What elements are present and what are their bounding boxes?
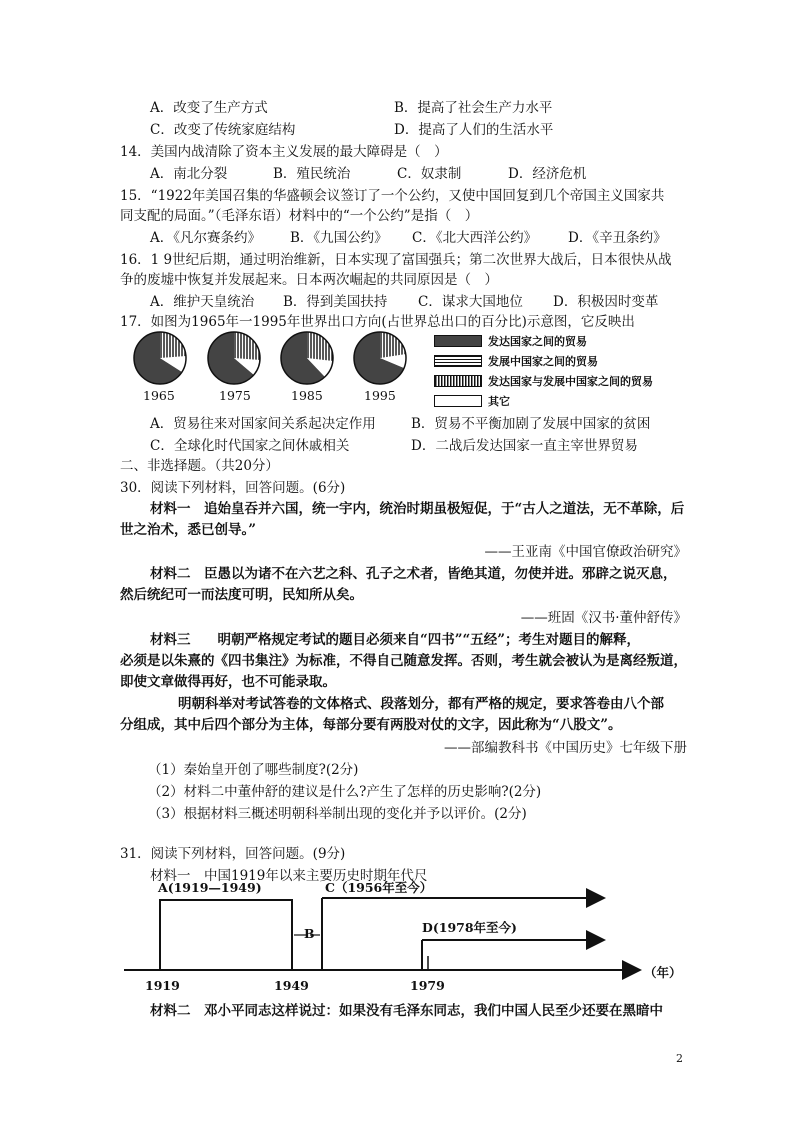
pie-1985 <box>281 332 333 384</box>
q30-material1-line2: 世之治术，悉已创导。” <box>120 522 257 538</box>
legend-item-developing <box>434 353 598 369</box>
legend-swatch <box>434 335 482 347</box>
q30-material3-line4: 明朝科举对考试答卷的文体格式、段落划分，都有严格的规定，要求答卷由八个部 <box>178 696 664 712</box>
timeline-figure <box>120 880 680 990</box>
q30-material3-line5: 分组成，其中后四个部分为主体，每部分要有两股对仗的文字，因此称为“八股文”。 <box>120 717 622 733</box>
q14-option-c: C．奴隶制 <box>397 166 462 182</box>
timeline-label-c: C（1956年至今） <box>325 880 433 895</box>
pie-1975 <box>208 332 260 384</box>
q31-stem: 31．阅读下列材料，回答问题。(9分) <box>120 846 346 862</box>
q16-stem-line1: 16．1 9世纪后期，通过明治维新，日本实现了富国强兵；第二次世界大战后，日本很快从战 <box>120 252 672 268</box>
timeline-label-b: B <box>304 926 315 941</box>
q13-option-b: B．提高了社会生产力水平 <box>394 100 553 116</box>
q13-option-a: A．改变了生产方式 <box>150 100 268 116</box>
timeline-tick-1979: 1979 <box>410 978 445 993</box>
legend-swatch <box>434 375 482 387</box>
page-number: 2 <box>676 1052 683 1065</box>
pie-year-1965: 1965 <box>143 388 175 403</box>
q17-option-a: A．贸易往来对国家间关系起决定作用 <box>150 416 376 432</box>
q17-option-c: C．全球化时代国家之间休戚相关 <box>150 438 350 454</box>
q30-sub1: （1）秦始皇开创了哪些制度?(2分) <box>148 762 359 778</box>
q17-stem: 17．如图为1965年一1995年世界出口方向(占世界总出口的百分比)示意图，它反映出 <box>120 314 635 330</box>
q17-option-d: D．二战后发达国家一直主宰世界贸易 <box>411 438 638 454</box>
q15-option-c: C．《北大西洋公约》 <box>412 230 538 246</box>
timeline-label-a: A(1919—1949) <box>158 880 262 895</box>
q15-stem-line1: 15．“1922年美国召集的华盛顿会议签订了一个公约，又使中国回复到几个帝国主义国家共 <box>120 188 665 204</box>
q16-option-b: B．得到美国扶持 <box>283 294 388 310</box>
q15-option-d: D．《辛丑条约》 <box>568 230 667 246</box>
q30-material3-line1: 材料三 明朝严格规定考试的题目必须来自“四书”“五经”；考生对题目的解释， <box>150 632 641 648</box>
pie-1995 <box>354 332 406 384</box>
q14-option-d: D．经济危机 <box>508 166 587 182</box>
q31-material1: 材料一 中国1919年以来主要历史时期年代尺 <box>150 868 428 884</box>
legend-item-other <box>434 393 510 409</box>
legend-item-between <box>434 373 653 389</box>
q31-material2: 材料二 邓小平同志这样说过：如果没有毛泽东同志，我们中国人民至少还要在黑暗中 <box>150 1003 663 1019</box>
q30-sub3: （3）根据材料三概述明朝科举制出现的变化并予以评价。(2分) <box>148 806 527 822</box>
pie-year-1985: 1985 <box>291 388 323 403</box>
legend-label: 发展中国家之间的贸易 <box>488 355 598 368</box>
q30-material2-line1: 材料二 臣愚以为诸不在六艺之科、孔子之术者，皆绝其道，勿使并进。邪辟之说灭息， <box>150 566 677 582</box>
q15-option-b: B．《九国公约》 <box>290 230 388 246</box>
pie-year-1995: 1995 <box>364 388 396 403</box>
legend-swatch <box>434 395 482 407</box>
timeline-tick-1949: 1949 <box>274 978 309 993</box>
q14-stem: 14．美国内战清除了资本主义发展的最大障碍是（ ） <box>120 144 448 160</box>
legend-label: 发达国家之间的贸易 <box>488 335 587 348</box>
pie-year-1975: 1975 <box>219 388 251 403</box>
q15-stem-line2: 同支配的局面。”（毛泽东语）材料中的“一个公约”是指（ ） <box>120 208 479 224</box>
q16-stem-line2: 争的废墟中恢复并发展起来。日本两次崛起的共同原因是（ ） <box>120 272 498 288</box>
q30-sub2: （2）材料二中董仲舒的建议是什么?产生了怎样的历史影响?(2分) <box>148 784 542 800</box>
q30-material3-line3: 即使文章做得再好，也不可能录取。 <box>120 674 336 690</box>
timeline-unit: （年） <box>644 965 682 980</box>
q16-option-d: D．积极因时变革 <box>553 294 659 310</box>
q30-material1-line1: 材料一 追始皇吞并六国，统一宇内，统治时期虽极短促，于“古人之道法，无不革除，后 <box>150 501 685 517</box>
q13-option-c: C．改变了传统家庭结构 <box>150 122 296 138</box>
q13-option-d: D．提高了人们的生活水平 <box>394 122 554 138</box>
q15-option-a: A．《凡尔赛条约》 <box>150 230 261 246</box>
q17-pie-figure <box>130 330 420 420</box>
timeline-label-d: D(1978年至今) <box>422 920 517 935</box>
q14-option-a: A．南北分裂 <box>150 166 228 182</box>
legend-label: 其它 <box>488 395 510 408</box>
legend-label: 发达国家与发展中国家之间的贸易 <box>488 375 653 388</box>
q17-option-b: B．贸易不平衡加剧了发展中国家的贫困 <box>411 416 651 432</box>
q16-option-c: C．谋求大国地位 <box>418 294 523 310</box>
q30-material2-source: ——班固《汉书·董仲舒传》 <box>520 610 687 626</box>
section-heading: 二、非选择题。（共20分） <box>120 458 279 474</box>
q16-option-a: A．维护天皇统治 <box>150 294 255 310</box>
pie-1965 <box>134 332 186 384</box>
legend-item-developed <box>434 333 587 349</box>
q30-material2-line2: 然后统纪可一而法度可明，民知所从矣。 <box>120 587 363 603</box>
q30-stem: 30．阅读下列材料，回答问题。(6分) <box>120 480 346 496</box>
q14-option-b: B．殖民统治 <box>273 166 351 182</box>
q30-material1-source: ——王亚南《中国官僚政治研究》 <box>484 544 687 560</box>
q30-material3-line2: 必须是以朱熹的《四书集注》为标准，不得自己随意发挥。否则，考生就会被认为是离经叛道， <box>120 653 687 669</box>
q30-material3-source: ——部编教科书《中国历史》七年级下册 <box>444 740 687 756</box>
legend-swatch <box>434 355 482 367</box>
timeline-tick-1919: 1919 <box>145 978 180 993</box>
